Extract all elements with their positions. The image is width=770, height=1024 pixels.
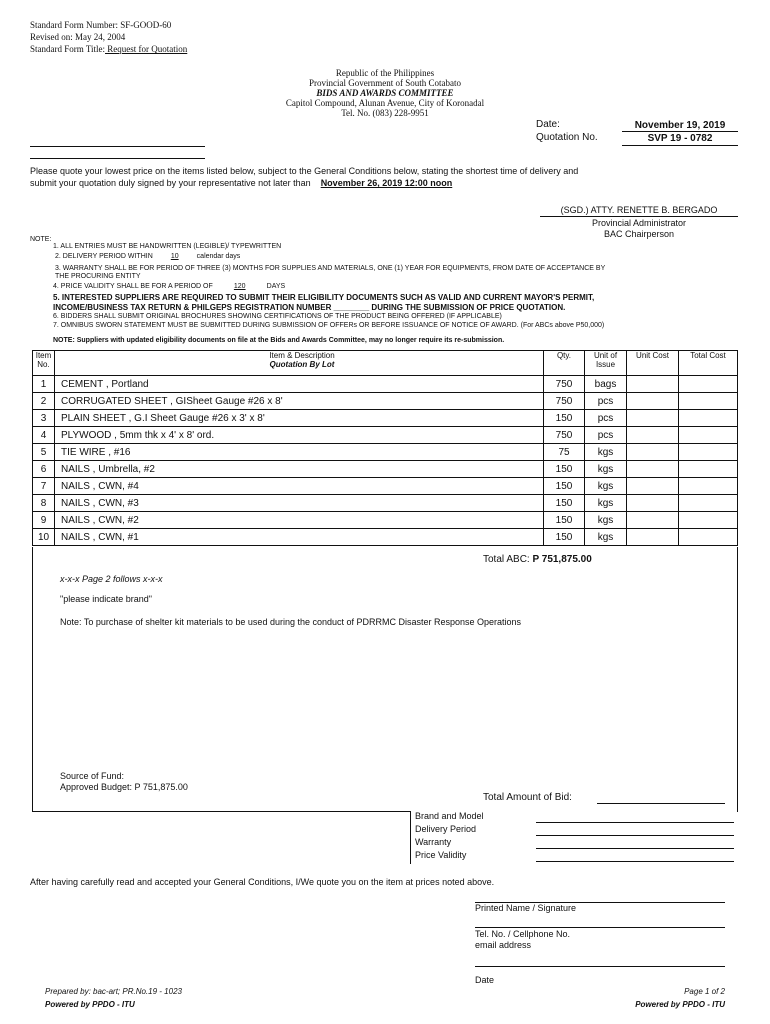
- unit-cost-cell[interactable]: [627, 427, 679, 444]
- purpose-note: Note: To purchase of shelter kit materials to be used during the conduct of PDRRMC Disaster Response Operations: [60, 617, 522, 627]
- item-unit: kgs: [585, 495, 627, 512]
- header-unit-cost-text: Unit Cost: [636, 351, 669, 360]
- contact-field[interactable]: [475, 927, 725, 928]
- agency-republic: Republic of the Philippines: [335, 68, 435, 78]
- form-title: Request for Quotation: [105, 44, 188, 54]
- agency-address: Capitol Compound, Alunan Avenue, City of Koronadal: [285, 98, 485, 108]
- header-desc-1: Item & Description: [269, 351, 335, 360]
- header-qty: [544, 351, 585, 376]
- note-4-unit: DAYS: [266, 283, 286, 290]
- item-desc: TIE WIRE , #16: [55, 444, 544, 461]
- date-label-bottom: Date: [475, 975, 495, 985]
- fund-label: Source of Fund:: [60, 771, 125, 781]
- item-qty: 150: [544, 529, 585, 546]
- agency-tel: Tel. No. (083) 228-9951: [341, 108, 429, 118]
- intro-line-2: [30, 178, 452, 188]
- quotation-number-value: SVP 19 - 0782: [647, 133, 713, 144]
- brand-field[interactable]: [536, 822, 734, 823]
- page-number: Page 1 of 2: [684, 987, 725, 996]
- table-row: [33, 529, 738, 546]
- item-qty: 750: [544, 393, 585, 410]
- header-total-cost: [679, 351, 738, 376]
- note-3a: 3. WARRANTY SHALL BE FOR PERIOD OF THREE (3) MONTHS FOR SUPPLIES AND MATERIALS, ONE (1) YEAR FOR EQUIPMENTS, FROM DATE OF ACCEPTANCE BY: [55, 265, 606, 272]
- table-row: [33, 376, 738, 393]
- warranty-label: Warranty: [415, 837, 452, 847]
- delivery-label: Delivery Period: [415, 824, 477, 834]
- item-qty: 750: [544, 376, 585, 393]
- note-2-unit: calendar days: [196, 253, 241, 260]
- printed-name-label: Printed Name / Signature: [475, 903, 577, 913]
- intro-line-1: Please quote your lowest price on the items listed below, subject to the General Conditions below, stating the shortest time of delivery and: [30, 166, 579, 176]
- date-underline: [622, 131, 738, 132]
- item-unit: kgs: [585, 529, 627, 546]
- signatory-position: Provincial Administrator: [591, 218, 687, 228]
- warranty-field[interactable]: [536, 848, 734, 849]
- item-desc: PLYWOOD , 5mm thk x 4' x 8' ord.: [55, 427, 544, 444]
- bid-details-left-border: [410, 811, 411, 864]
- item-unit: kgs: [585, 478, 627, 495]
- total-abc: [483, 554, 592, 565]
- quotation-underline: [622, 145, 738, 146]
- item-unit: pcs: [585, 427, 627, 444]
- page-follows: x-x-x Page 2 follows x-x-x: [60, 574, 163, 584]
- unit-cost-cell[interactable]: [627, 512, 679, 529]
- quotation-number-label: Quotation No.: [536, 132, 598, 143]
- item-no: 5: [33, 444, 55, 461]
- table-row: [33, 461, 738, 478]
- item-qty: 150: [544, 461, 585, 478]
- header-unit: [585, 351, 627, 376]
- items-table: [32, 350, 738, 546]
- total-abc-label: Total ABC:: [483, 554, 530, 565]
- table-row: [33, 495, 738, 512]
- item-unit: kgs: [585, 461, 627, 478]
- date-value: November 19, 2019: [634, 120, 726, 131]
- unit-cost-cell[interactable]: [627, 461, 679, 478]
- item-unit: pcs: [585, 410, 627, 427]
- intro-line-2-text: submit your quotation duly signed by your representative not later than: [30, 178, 311, 188]
- item-no: 9: [33, 512, 55, 529]
- note-3b: THE PROCURING ENTITY: [55, 273, 141, 280]
- powered-by-right: Powered by PPDO - ITU: [635, 1000, 725, 1009]
- header-qty-text: Qty.: [556, 351, 572, 360]
- date-label: Date:: [536, 119, 560, 130]
- box-left-border: [32, 547, 33, 812]
- deadline: November 26, 2019 12:00 noon: [320, 178, 453, 188]
- unit-cost-cell[interactable]: [627, 444, 679, 461]
- item-desc: NAILS , CWN, #4: [55, 478, 544, 495]
- item-desc: PLAIN SHEET , G.I Sheet Gauge #26 x 3' x 8': [55, 410, 544, 427]
- table-row: [33, 444, 738, 461]
- note-2-text: 2. DELIVERY PERIOD WITHIN: [55, 253, 153, 260]
- table-row: [33, 478, 738, 495]
- form-title-label: Standard Form Title:: [30, 44, 106, 54]
- total-cost-cell[interactable]: [679, 427, 738, 444]
- table-header-row: [33, 351, 738, 376]
- header-unit-cost: [627, 351, 679, 376]
- tel-label: Tel. No. / Cellphone No.: [475, 929, 571, 939]
- unit-cost-cell[interactable]: [627, 376, 679, 393]
- total-cost-cell[interactable]: [679, 529, 738, 546]
- validity-days: 120: [233, 283, 246, 290]
- acceptance-statement: After having carefully read and accepted your General Conditions, I/We quote you on the item at prices noted above.: [30, 877, 495, 887]
- eligibility-note: NOTE: Suppliers with updated eligibility documents on file at the Bids and Awards Committee, may no longer require its re-submission.: [53, 337, 505, 344]
- header-item-no-2: No.: [37, 360, 50, 369]
- header-description: [55, 351, 544, 376]
- total-cost-cell[interactable]: [679, 444, 738, 461]
- total-bid-field[interactable]: [597, 803, 725, 804]
- agency-committee: BIDS AND AWARDS COMMITTEE: [316, 88, 454, 98]
- signatory-name: (SGD.) ATTY. RENETTE B. BERGADO: [560, 205, 718, 215]
- agency-government: Provincial Government of South Cotabato: [309, 78, 461, 88]
- item-unit: pcs: [585, 393, 627, 410]
- total-cost-cell[interactable]: [679, 512, 738, 529]
- item-no: 6: [33, 461, 55, 478]
- item-no: 7: [33, 478, 55, 495]
- total-cost-cell[interactable]: [679, 495, 738, 512]
- item-no: 8: [33, 495, 55, 512]
- item-unit: kgs: [585, 512, 627, 529]
- note-7: 7. OMNIBUS SWORN STATEMENT MUST BE SUBMITTED DURING SUBMISSION OF OFFERs OR BEFORE ISSUANCE OF NOTICE OF AWARD. (For ABCs above P50,000): [53, 322, 605, 329]
- unit-cost-cell[interactable]: [627, 478, 679, 495]
- item-desc: NAILS , CWN, #1: [55, 529, 544, 546]
- approved-budget: Approved Budget: P 751,875.00: [60, 782, 188, 792]
- delivery-field[interactable]: [536, 835, 734, 836]
- validity-label: Price Validity: [415, 850, 467, 860]
- date-field[interactable]: [475, 966, 725, 967]
- item-qty: 150: [544, 478, 585, 495]
- note-6: 6. BIDDERS SHALL SUBMIT ORIGINAL BROCHURES SHOWING CERTIFICATIONS OF THE PRODUCT BEING OFFERED (IF APPLICABLE): [53, 313, 502, 320]
- item-no: 10: [33, 529, 55, 546]
- item-unit: bags: [585, 376, 627, 393]
- item-no: 2: [33, 393, 55, 410]
- note-2: [55, 253, 240, 260]
- signatory-role: BAC Chairperson: [603, 229, 675, 239]
- unit-cost-cell[interactable]: [627, 393, 679, 410]
- item-desc: NAILS , CWN, #3: [55, 495, 544, 512]
- revised-date: Revised on: May 24, 2004: [30, 32, 126, 42]
- email-label: email address: [475, 940, 532, 950]
- item-qty: 75: [544, 444, 585, 461]
- note-5a: 5. INTERESTED SUPPLIERS ARE REQUIRED TO SUBMIT THEIR ELIGIBILITY DOCUMENTS SUCH AS VALID AND CURRENT MAYOR'S PERMIT,: [53, 293, 595, 302]
- item-desc: NAILS , Umbrella, #2: [55, 461, 544, 478]
- table-row: [33, 393, 738, 410]
- brand-note: "please indicate brand": [60, 594, 152, 604]
- unit-cost-cell[interactable]: [627, 410, 679, 427]
- header-unit-1: Unit of: [593, 351, 618, 360]
- validity-field[interactable]: [536, 861, 734, 862]
- total-cost-cell[interactable]: [679, 376, 738, 393]
- note-4-text: 4. PRICE VALIDITY SHALL BE FOR A PERIOD OF: [53, 283, 213, 290]
- item-desc: CORRUGATED SHEET , GISheet Gauge #26 x 8': [55, 393, 544, 410]
- box-right-border: [737, 547, 738, 812]
- header-desc-2: Quotation By Lot: [269, 360, 335, 369]
- item-no: 1: [33, 376, 55, 393]
- item-unit: kgs: [585, 444, 627, 461]
- note-label: NOTE:: [30, 236, 52, 243]
- brand-label: Brand and Model: [415, 811, 484, 821]
- signatory-underline: [540, 216, 738, 217]
- table-row: [33, 512, 738, 529]
- table-row: [33, 410, 738, 427]
- box-bottom-left: [32, 811, 410, 812]
- total-cost-cell[interactable]: [679, 410, 738, 427]
- prepared-by: Prepared by: bac-art; PR.No.19 - 1023: [45, 987, 182, 996]
- addressee-line-1[interactable]: [30, 146, 205, 147]
- form-number: Standard Form Number: SF-GOOD-60: [30, 20, 172, 30]
- item-qty: 750: [544, 427, 585, 444]
- total-cost-cell[interactable]: [679, 393, 738, 410]
- unit-cost-cell[interactable]: [627, 529, 679, 546]
- item-qty: 150: [544, 495, 585, 512]
- item-no: 3: [33, 410, 55, 427]
- unit-cost-cell[interactable]: [627, 495, 679, 512]
- delivery-days: 10: [170, 253, 179, 260]
- item-qty: 150: [544, 512, 585, 529]
- note-1: 1. ALL ENTRIES MUST BE HANDWRITTEN (LEGIBLE)/ TYPEWRITTEN: [53, 243, 282, 250]
- header-unit-2: Issue: [595, 360, 616, 369]
- item-desc: CEMENT , Portland: [55, 376, 544, 393]
- total-cost-cell[interactable]: [679, 478, 738, 495]
- table-row: [33, 427, 738, 444]
- header-item-no: [33, 351, 55, 376]
- form-title-row: [30, 44, 187, 54]
- item-no: 4: [33, 427, 55, 444]
- total-cost-cell[interactable]: [679, 461, 738, 478]
- addressee-line-2[interactable]: [30, 158, 205, 159]
- total-bid-label: Total Amount of Bid:: [483, 792, 572, 803]
- item-qty: 150: [544, 410, 585, 427]
- powered-by-left: Powered by PPDO - ITU: [45, 1000, 135, 1009]
- note-4: [53, 283, 285, 290]
- item-desc: NAILS , CWN, #2: [55, 512, 544, 529]
- header-item-no-1: Item: [35, 351, 52, 360]
- header-total-cost-text: Total Cost: [690, 351, 726, 360]
- total-abc-value: P 751,875.00: [532, 554, 592, 565]
- note-5b: INCOME/BUSINESS TAX RETURN & PHILGEPS REGISTRATION NUMBER ________ DURING THE SUBMISSION OF PRICE QUOTATION.: [53, 303, 566, 312]
